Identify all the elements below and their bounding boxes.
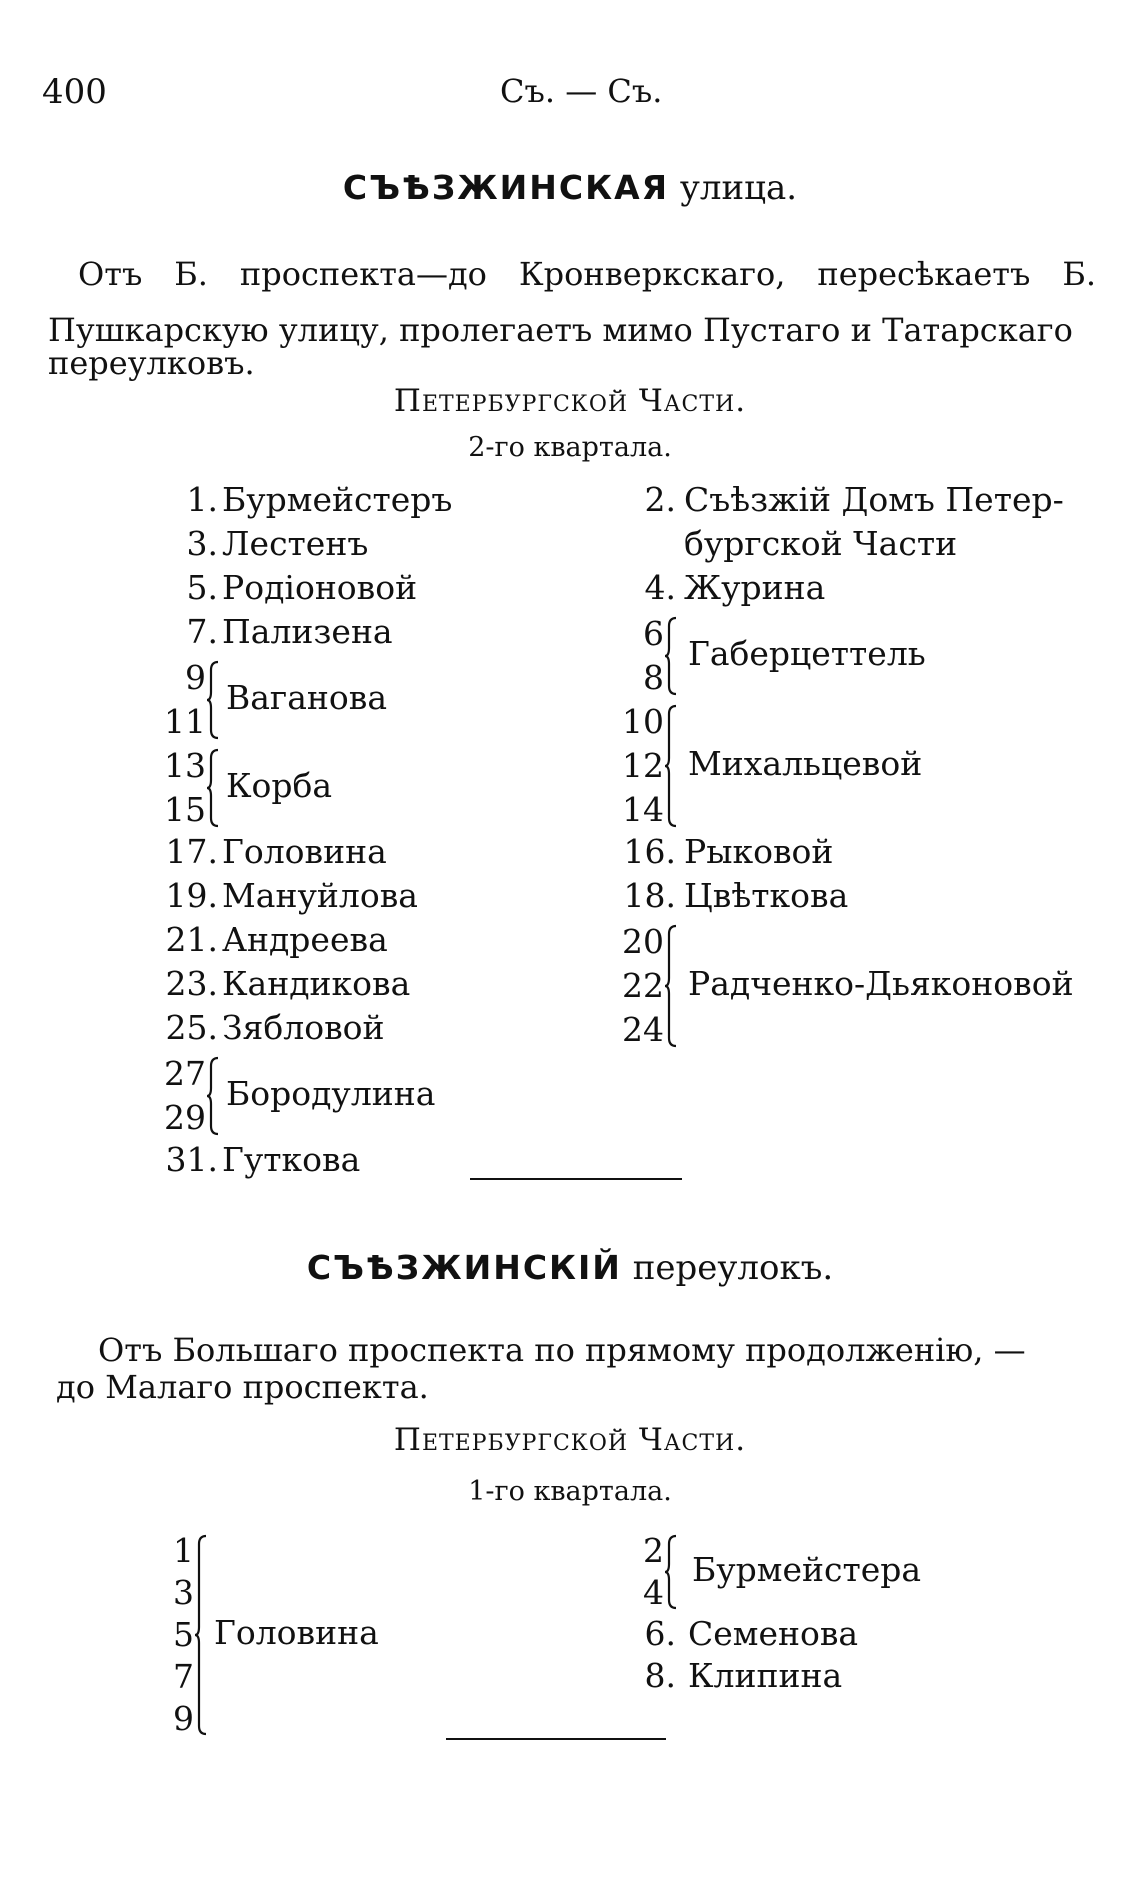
curly-brace-icon bbox=[206, 660, 222, 744]
curly-brace-icon bbox=[194, 1534, 210, 1740]
title-rest: переулокъ. bbox=[632, 1248, 834, 1288]
house-number-group bbox=[612, 1530, 664, 1614]
owner-name: Клипина bbox=[688, 1656, 843, 1695]
house-number: 12 bbox=[622, 746, 664, 785]
house-number: 6 bbox=[643, 614, 664, 653]
running-header: Съ. — Съ. bbox=[500, 72, 663, 110]
house-number: 8. bbox=[644, 1656, 676, 1695]
lane-description: Отъ Большаго проспекта по прямому продолженію, — bbox=[98, 1331, 1026, 1369]
owner-name: Кандикова bbox=[222, 964, 411, 1003]
house-number: 11 bbox=[164, 702, 206, 741]
house-number: 7. bbox=[186, 612, 218, 651]
house-number: 15 bbox=[164, 790, 206, 829]
house-number-group bbox=[154, 1052, 206, 1140]
house-number-group bbox=[154, 744, 206, 832]
house-number: 4 bbox=[643, 1573, 664, 1612]
street-description-end: переулковъ. bbox=[48, 344, 255, 382]
house-number: 25. bbox=[165, 1008, 218, 1047]
owner-name: Головина bbox=[214, 1613, 379, 1652]
curly-brace-icon bbox=[664, 1534, 680, 1614]
owner-name: Съѣзжій Домъ Петер- bbox=[684, 480, 1064, 519]
curly-brace-icon bbox=[664, 616, 680, 700]
house-number: 16. bbox=[623, 832, 676, 871]
house-number-group bbox=[612, 920, 664, 1052]
house-number: 4. bbox=[644, 568, 676, 607]
house-number: 5 bbox=[173, 1615, 194, 1654]
part-heading: Петербургской Части. bbox=[393, 1422, 747, 1458]
house-number: 9 bbox=[173, 1699, 194, 1738]
owner-name: Зябловой bbox=[222, 1008, 385, 1047]
owner-name: Ваганова bbox=[226, 678, 388, 717]
owner-name-continued: бургской Части bbox=[684, 524, 958, 563]
curly-brace-icon bbox=[664, 924, 680, 1052]
owner-name: Корба bbox=[226, 766, 333, 805]
house-number: 1. bbox=[186, 480, 218, 519]
house-number-group bbox=[612, 700, 664, 832]
house-number: 2 bbox=[643, 1531, 664, 1570]
house-number: 9 bbox=[185, 658, 206, 697]
curly-brace-icon bbox=[206, 748, 222, 832]
house-number: 31. bbox=[165, 1140, 218, 1179]
title-rest: улица. bbox=[679, 168, 798, 208]
house-number: 3. bbox=[186, 524, 218, 563]
title-bold: СЪѢЗЖИНСКІЙ bbox=[306, 1248, 622, 1287]
house-number: 3 bbox=[173, 1573, 194, 1612]
house-number: 24 bbox=[622, 1010, 664, 1049]
house-number: 7 bbox=[173, 1657, 194, 1696]
house-number: 14 bbox=[622, 790, 664, 829]
house-number: 20 bbox=[622, 922, 664, 961]
owner-name: Пализена bbox=[222, 612, 393, 651]
owner-name: Семенова bbox=[688, 1614, 859, 1653]
owner-name: Михальцевой bbox=[688, 744, 923, 783]
house-number: 17. bbox=[165, 832, 218, 871]
house-number: 6. bbox=[644, 1614, 676, 1653]
page-number: 400 bbox=[42, 72, 107, 112]
owner-name: Габерцеттель bbox=[688, 634, 926, 673]
house-number: 8 bbox=[643, 658, 664, 697]
section-title-street bbox=[0, 168, 1140, 208]
house-number-group bbox=[612, 612, 664, 700]
divider-rule bbox=[470, 1178, 682, 1180]
owner-name: Родіоновой bbox=[222, 568, 418, 607]
divider-rule bbox=[446, 1738, 666, 1740]
curly-brace-icon bbox=[206, 1056, 222, 1140]
house-number: 22 bbox=[622, 966, 664, 1005]
owner-name: Бурмейстеръ bbox=[222, 480, 453, 519]
owner-name: Радченко-Дьяконовой bbox=[688, 964, 1074, 1003]
house-number: 29 bbox=[164, 1098, 206, 1137]
house-number-group bbox=[154, 656, 206, 744]
owner-name: Мануйлова bbox=[222, 876, 418, 915]
curly-brace-icon bbox=[664, 704, 680, 832]
house-number: 18. bbox=[623, 876, 676, 915]
title-bold: СЪѢЗЖИНСКАЯ bbox=[342, 168, 670, 207]
section-title-lane bbox=[0, 1248, 1140, 1288]
house-number: 5. bbox=[186, 568, 218, 607]
house-number: 1 bbox=[173, 1531, 194, 1570]
owner-name: Бородулина bbox=[226, 1074, 436, 1113]
owner-name: Андреева bbox=[222, 920, 388, 959]
owner-name: Рыковой bbox=[684, 832, 834, 871]
house-number: 10 bbox=[622, 702, 664, 741]
house-number: 27 bbox=[164, 1054, 206, 1093]
quarter-heading: 1-го квартала. bbox=[468, 1476, 672, 1507]
street-description: Отъ Б. проспекта—до Кронверкскаго, пересѣкаетъ Б. Пушкарскую улицу, пролегаетъ мимо Пустаго и Татарскаго bbox=[48, 255, 1096, 349]
house-number: 13 bbox=[164, 746, 206, 785]
lane-description-end: до Малаго проспекта. bbox=[56, 1368, 429, 1406]
owner-name: Головина bbox=[222, 832, 387, 871]
owner-name: Гуткова bbox=[222, 1140, 361, 1179]
owner-name: Цвѣткова bbox=[684, 876, 849, 915]
house-number-group bbox=[142, 1530, 194, 1740]
owner-name: Журина bbox=[684, 568, 826, 607]
owner-name: Бурмейстера bbox=[692, 1550, 922, 1589]
house-number: 23. bbox=[165, 964, 218, 1003]
owner-name: Лестенъ bbox=[222, 524, 369, 563]
house-number: 19. bbox=[165, 876, 218, 915]
quarter-heading: 2-го квартала. bbox=[468, 432, 672, 463]
house-number: 21. bbox=[165, 920, 218, 959]
part-heading: Петербургской Части. bbox=[393, 383, 747, 419]
house-number: 2. bbox=[644, 480, 676, 519]
